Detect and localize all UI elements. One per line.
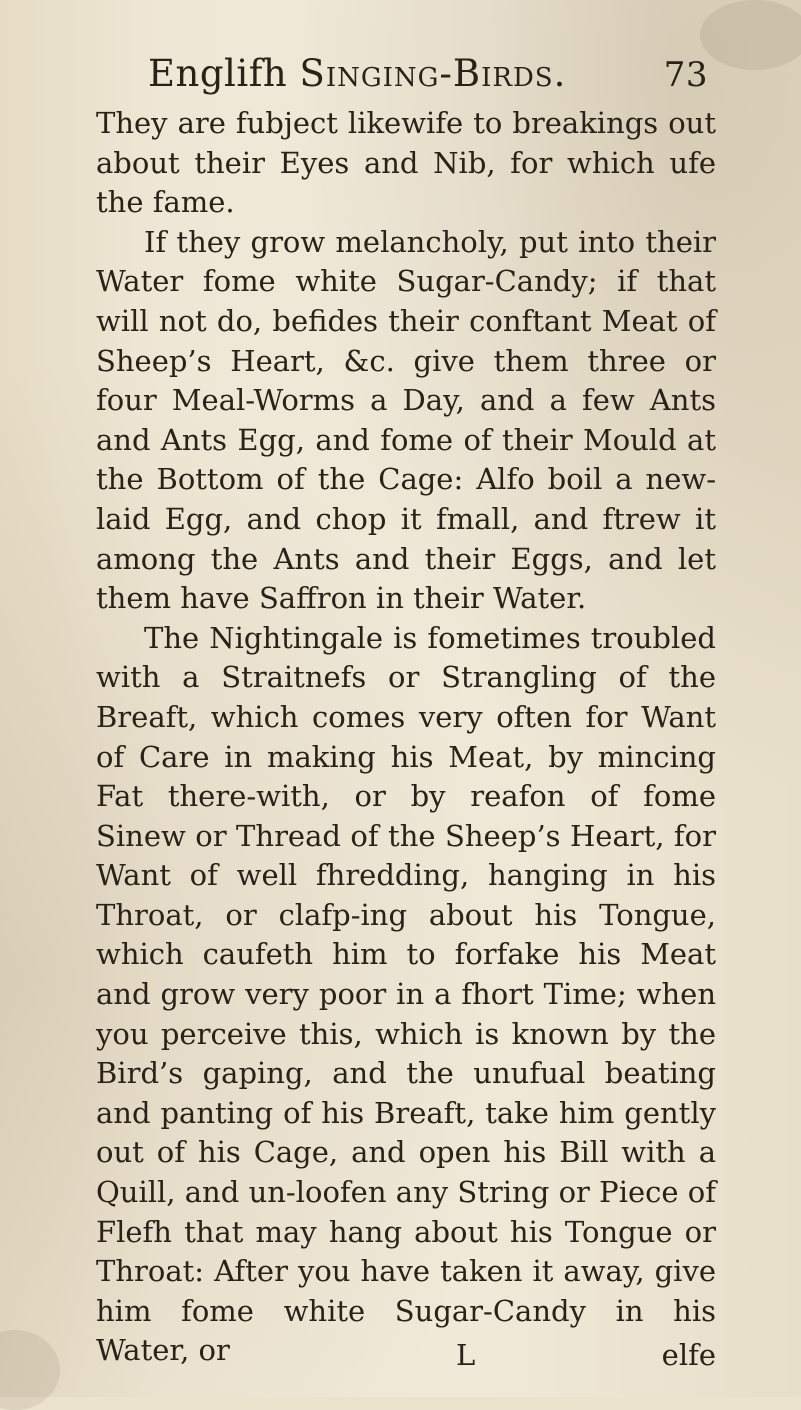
paper-stain [700, 0, 801, 70]
running-header [148, 52, 708, 95]
catchword: elfe [661, 1338, 716, 1372]
paragraph: The Nightingale is fometimes troubled with a Straitnefs or Strangling of the Breaft, which comes very often for Want of Care in making his Meat, by mincing Fat there-with, or by reafon of fome Sinew or Thread of the Sheep’s Heart, for Want of well fhredding, hanging in his Throat, or clafp-ing about his Tongue, which caufeth him to forfake his Meat and grow very poor in a fhort Time; when you perceive this, which is known by the Bird’s gaping, and the unufual beating and panting of his Breaft, take him gently out of his Cage, and open his Bill with a Quill, and un-loofen any String or Piece of Flefh that may hang about his Tongue or Throat: After you have taken it away, give him fome white Sugar-Candy in his Water, or [96, 620, 716, 1368]
page-number: 73 [663, 55, 708, 95]
page-footer [96, 1338, 716, 1380]
paper-stain [0, 1330, 60, 1410]
running-title-prefix: Englifh [148, 52, 288, 95]
paragraph: They are fubject likewife to breakings out about their Eyes and Nib, for which ufe the fame. [96, 106, 716, 220]
body-text [96, 104, 716, 1371]
signature-mark: L [456, 1338, 476, 1372]
paragraph: If they grow melancholy, put into their Water fome white Sugar-Candy; if that will not do, befides their conftant Meat of Sheep’s Heart, &c. give them three or four Meal-Worms a Day, and a few Ants and Ants Egg, and fome of their Mould at the Bottom of the Cage: Alfo boil a new-laid Egg, and chop it fmall, and ftrew it among the Ants and their Eggs, and let them have Saffron in their Water. [96, 224, 716, 616]
running-title-smallcaps: Singing-Birds. [299, 52, 567, 95]
running-title [148, 52, 566, 95]
